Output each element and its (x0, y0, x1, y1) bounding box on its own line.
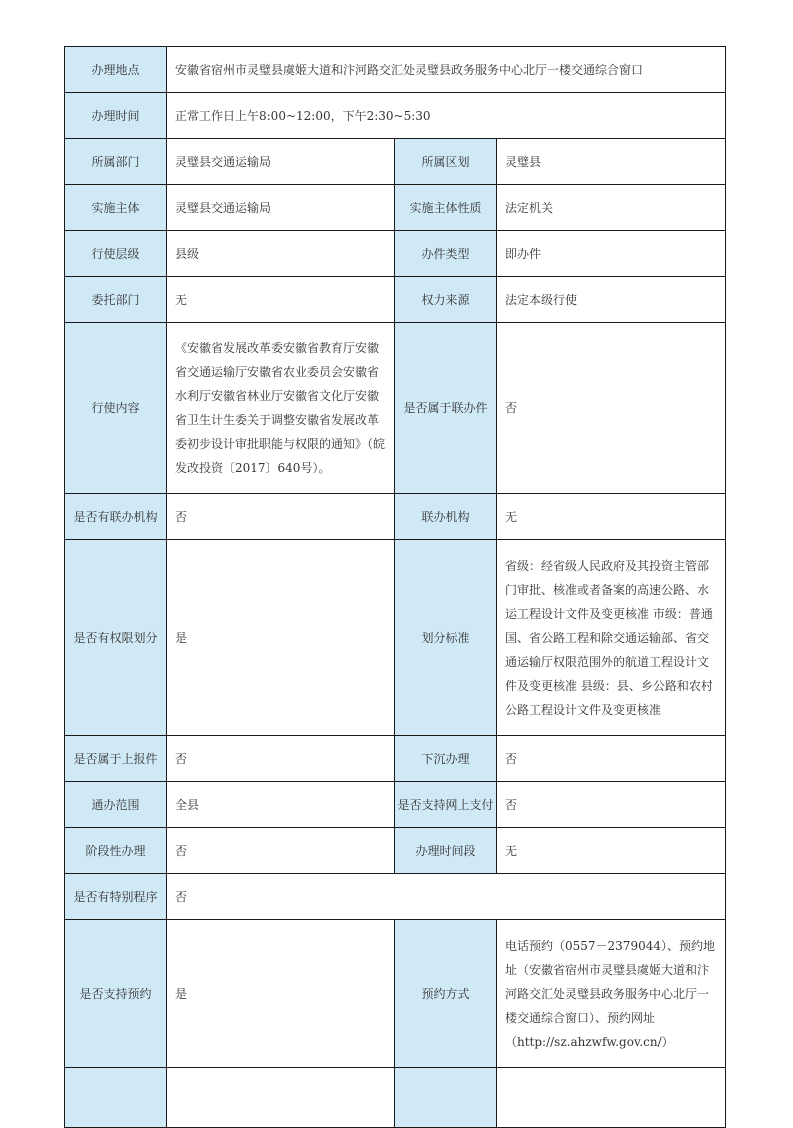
row-label-empty (395, 1068, 497, 1128)
row-value: 否 (167, 494, 395, 540)
row-label: 是否属于上报件 (65, 736, 167, 782)
row-label-secondary: 划分标准 (395, 540, 497, 736)
row-label: 通办范围 (65, 782, 167, 828)
row-label-secondary: 实施主体性质 (395, 185, 497, 231)
row-value: 县级 (167, 231, 395, 277)
row-label-secondary: 是否支持网上支付 (395, 782, 497, 828)
row-label-secondary: 所属区划 (395, 139, 497, 185)
row-label: 委托部门 (65, 277, 167, 323)
row-value: 否 (167, 736, 395, 782)
row-label: 所属部门 (65, 139, 167, 185)
row-value-secondary: 法定机关 (497, 185, 726, 231)
table-row (65, 323, 726, 494)
row-label: 阶段性办理 (65, 828, 167, 874)
table-row (65, 828, 726, 874)
table-row (65, 874, 726, 920)
row-value-secondary: 无 (497, 494, 726, 540)
row-label-secondary: 办理时间段 (395, 828, 497, 874)
table-row (65, 277, 726, 323)
row-value-secondary: 电话预约（0557－2379044）、预约地址（安徽省宿州市灵璧县虞姬大道和汴河路交汇处灵璧县政务服务中心北厅一楼交通综合窗口）、预约网址（http://sz.ahzwfw.gov.cn/） (497, 920, 726, 1068)
row-label: 行使内容 (65, 323, 167, 494)
row-label-secondary: 权力来源 (395, 277, 497, 323)
row-label: 办理时间 (65, 93, 167, 139)
row-value-empty (497, 1068, 726, 1128)
row-value: 否 (167, 828, 395, 874)
table-row (65, 540, 726, 736)
table-row (65, 185, 726, 231)
row-label-empty (65, 1068, 167, 1128)
row-value-secondary: 灵璧县 (497, 139, 726, 185)
row-value-empty (167, 1068, 395, 1128)
table-row (65, 93, 726, 139)
row-value: 是 (167, 540, 395, 736)
row-label-secondary: 联办机构 (395, 494, 497, 540)
row-value: 无 (167, 277, 395, 323)
table-row (65, 782, 726, 828)
row-label-secondary: 预约方式 (395, 920, 497, 1068)
table-row (65, 736, 726, 782)
row-label: 实施主体 (65, 185, 167, 231)
row-value-secondary: 法定本级行使 (497, 277, 726, 323)
table-row (65, 231, 726, 277)
row-value: 灵璧县交通运输局 (167, 139, 395, 185)
table-row (65, 920, 726, 1068)
row-label: 行使层级 (65, 231, 167, 277)
row-value-secondary: 否 (497, 323, 726, 494)
row-value: 是 (167, 920, 395, 1068)
row-label-secondary: 办件类型 (395, 231, 497, 277)
row-value-secondary: 即办件 (497, 231, 726, 277)
table-row (65, 47, 726, 93)
row-label: 办理地点 (65, 47, 167, 93)
row-label: 是否有权限划分 (65, 540, 167, 736)
row-value: 全县 (167, 782, 395, 828)
table-row (65, 139, 726, 185)
row-label-secondary: 是否属于联办件 (395, 323, 497, 494)
row-label-secondary: 下沉办理 (395, 736, 497, 782)
row-value: 正常工作日上午8:00~12:00，下午2:30~5:30 (167, 93, 726, 139)
row-label: 是否有联办机构 (65, 494, 167, 540)
row-value: 灵璧县交通运输局 (167, 185, 395, 231)
row-value: 否 (167, 874, 726, 920)
row-value-secondary: 否 (497, 782, 726, 828)
row-value-secondary: 否 (497, 736, 726, 782)
table-row (65, 494, 726, 540)
service-info-table (64, 46, 726, 1128)
row-value-secondary: 省级：经省级人民政府及其投资主管部门审批、核准或者备案的高速公路、水运工程设计文件及变更核准 市级：普通国、省公路工程和除交通运输部、省交通运输厅权限范围外的航道工程设计文件及变更核准 县级：县、乡公路和农村公路工程设计文件及变更核准 (497, 540, 726, 736)
row-label: 是否支持预约 (65, 920, 167, 1068)
row-label: 是否有特别程序 (65, 874, 167, 920)
row-value: 安徽省宿州市灵璧县虞姬大道和汴河路交汇处灵璧县政务服务中心北厅一楼交通综合窗口 (167, 47, 726, 93)
table-row-continued (65, 1068, 726, 1128)
row-value-secondary: 无 (497, 828, 726, 874)
row-value: 《安徽省发展改革委安徽省教育厅安徽省交通运输厅安徽省农业委员会安徽省水利厅安徽省林业厅安徽省文化厅安徽省卫生计生委关于调整安徽省发展改革委初步设计审批职能与权限的通知》（皖发改投资〔2017〕640号）。 (167, 323, 395, 494)
